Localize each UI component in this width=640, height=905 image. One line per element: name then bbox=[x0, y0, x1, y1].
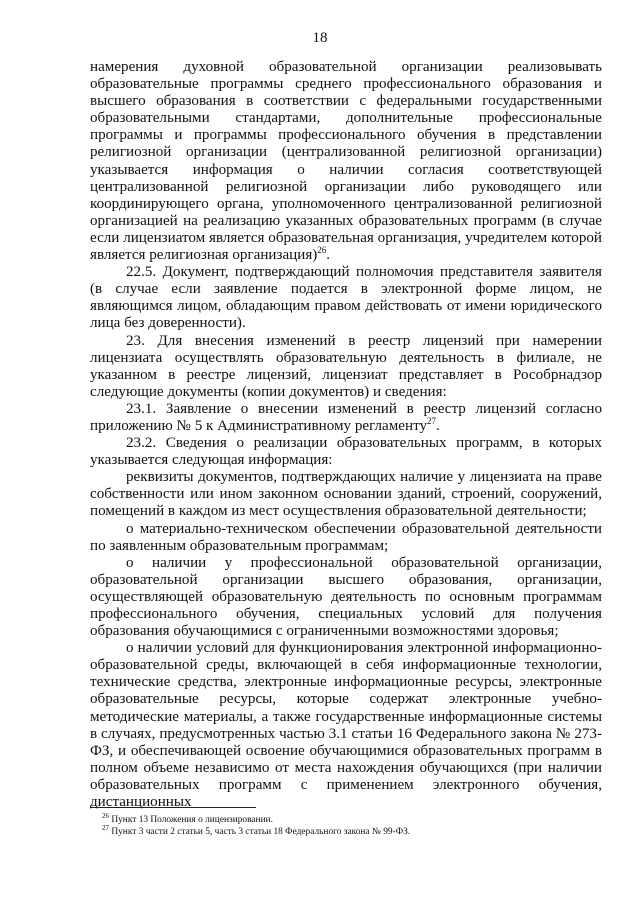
footnote-mark: 26 bbox=[102, 811, 109, 820]
footnote-ref-27: 27 bbox=[427, 415, 437, 426]
paragraph-23-2: 23.2. Сведения о реализации образовательных программ, в которых указывается следующая информация: bbox=[90, 435, 602, 469]
footnote-item bbox=[102, 823, 602, 838]
paragraph-text: намерения духовной образовательной организации реализовывать образовательные программы среднего профессионального образования и высшего образования в соответствии с федеральными государственными образовательными стандартами, дополнительные профессиональные программы и программы профессионального обучения в представлении религиозной организации (централизованной религиозной организации) указывается информация о наличии согласия соответствующей централизованной религиозной организации либо руководящего или координирующего органа, уполномоченного централизованной религиозной организацией на реализацию указанных образовательных программ (в случае если лицензиатом является образовательная организация, учредителем которой является религиозная организация) bbox=[90, 59, 602, 264]
footnote-ref-26: 26 bbox=[317, 245, 327, 255]
list-item-premises-documents: реквизиты документов, подтверждающих наличие у лицензиата на праве собственности или ином законном основании зданий, строений, сооружений, помещений в каждом из мест осуществления образовательной деятельности; bbox=[90, 469, 602, 520]
list-item-electronic-environment: о наличии условий для функционирования электронной информационно-образовательной среды, включающей в себя информационные технологии, технические средства, электронные информационные ресурсы, электронные образовательные ресурсы, которые содержат электронные учебно-методические материалы, а также государственные информационные системы в случаях, предусмотренных частью 3.1 статьи 16 Федерального закона № 273-ФЗ, и обеспечивающей освоение обучающимися образовательных программ в полном объеме независимо от места нахождения обучающихся (при наличии образовательных программ с применением электронного обучения, дистанционных bbox=[90, 640, 602, 811]
footnote-text: Пункт 13 Положения о лицензировании. bbox=[111, 815, 273, 825]
paragraph-23: 23. Для внесения изменений в реестр лицензий при намерении лицензиата осуществлять образовательную деятельность в филиале, не указанном в реестре лицензий, лицензиат представляет в Рособрнадзор следующие документы (копии документов) и сведения: bbox=[90, 332, 602, 400]
list-item-special-conditions: о наличии у профессиональной образовательной организации, образовательной организации высшего образования, организации, осуществляющей образовательную деятельность по основным программам профессионального обучения, специальных условий для получения образования обучающимися с ограниченными возможностями здоровья; bbox=[90, 554, 602, 640]
footnote-item bbox=[102, 811, 602, 826]
document-body bbox=[90, 59, 602, 811]
list-item-material-support: о материально-техническом обеспечении образовательной деятельности по заявленным образовательным программам; bbox=[90, 520, 602, 554]
paragraph-text: 23.1. Заявление о внесении изменений в реестр лицензий согласно приложению № 5 к Административному регламенту bbox=[90, 400, 602, 434]
paragraph-23-1: 23.1. Заявление о внесении изменений в реестр лицензий согласно приложению № 5 к Административному регламенту$^{27}$. bbox=[90, 400, 602, 434]
page-number: 18 bbox=[312, 30, 328, 46]
footnote-divider bbox=[90, 807, 256, 808]
footnote-text: Пункт 3 части 2 статьи 5, часть 3 статьи 18 Федерального закона № 99-ФЗ. bbox=[111, 827, 411, 837]
paragraph-continuation: намерения духовной образовательной организации реализовывать образовательные программы среднего профессионального образования и высшего образования в соответствии с федеральными государственными образовательными стандартами, дополнительные профессиональные программы и программы профессионального обучения в представлении религиозной организации (централизованной религиозной организации) указывается информация о наличии согласия соответствующей централизованной религиозной организации либо руководящего или координирующего органа, уполномоченного централизованной религиозной организацией на реализацию указанных образовательных программ (в случае если лицензиатом является образовательная организация, учредителем которой является религиозная организация)$^{26}$. bbox=[90, 59, 602, 264]
footnote-mark: 27 bbox=[102, 823, 109, 832]
footnotes bbox=[90, 811, 602, 838]
paragraph-22-5: 22.5. Документ, подтверждающий полномочия представителя заявителя (в случае если заявление подается в электронной форме лицом, не являющимся лицом, обладающим правом действовать от имени юридического лица без доверенности). bbox=[90, 264, 602, 332]
